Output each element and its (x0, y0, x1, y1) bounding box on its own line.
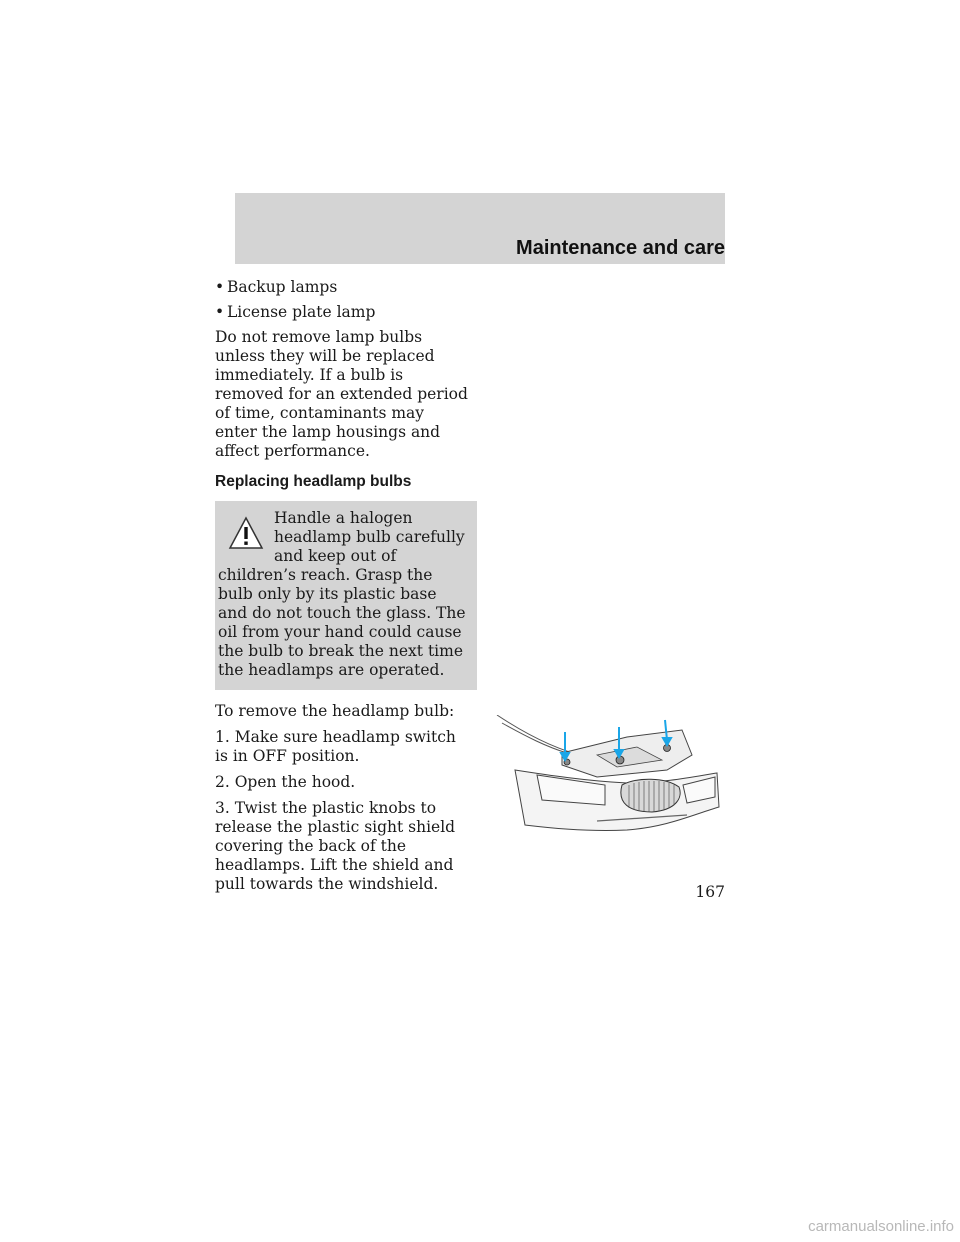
bullet-dot: • (215, 278, 225, 296)
main-column (215, 278, 470, 901)
section-header-title: Maintenance and care (516, 237, 725, 259)
intro-paragraph: Do not remove lamp bulbs unless they will be replaced immediately. If a bulb is removed for an extended period of time, contaminants may enter the lamp housings and affect performance. (215, 328, 468, 460)
section-header-bar (235, 193, 725, 264)
warning-box (215, 501, 477, 690)
warning-text: Handle a halogen headlamp bulb carefully and keep out of children’s reach. Grasp the bulb only by its plastic base and do not touch the glass. The oil from your hand could cause the bulb to break the next time the headlamps are operated. (218, 509, 466, 679)
bullet-dot: • (215, 303, 225, 321)
warning-triangle-icon (228, 515, 264, 551)
car-front-hood-open-illustration (487, 715, 722, 840)
section-heading: Replacing headlamp bulbs (215, 473, 412, 490)
page-number: 167 (695, 883, 725, 901)
step-1: 1. Make sure headlamp switch is in OFF position. (215, 728, 456, 765)
list-item (215, 278, 470, 297)
list-item-text: Backup lamps (227, 278, 338, 296)
footer-watermark: carmanualsonline.info (808, 1218, 954, 1235)
step-3: 3. Twist the plastic knobs to release the plastic sight shield covering the back of the headlamps. Lift the shield and pull towards the windshield. (215, 799, 456, 893)
list-item-text: License plate lamp (227, 303, 376, 321)
list-item (215, 303, 470, 322)
steps-intro: To remove the headlamp bulb: (215, 702, 455, 720)
step-2: 2. Open the hood. (215, 773, 356, 791)
